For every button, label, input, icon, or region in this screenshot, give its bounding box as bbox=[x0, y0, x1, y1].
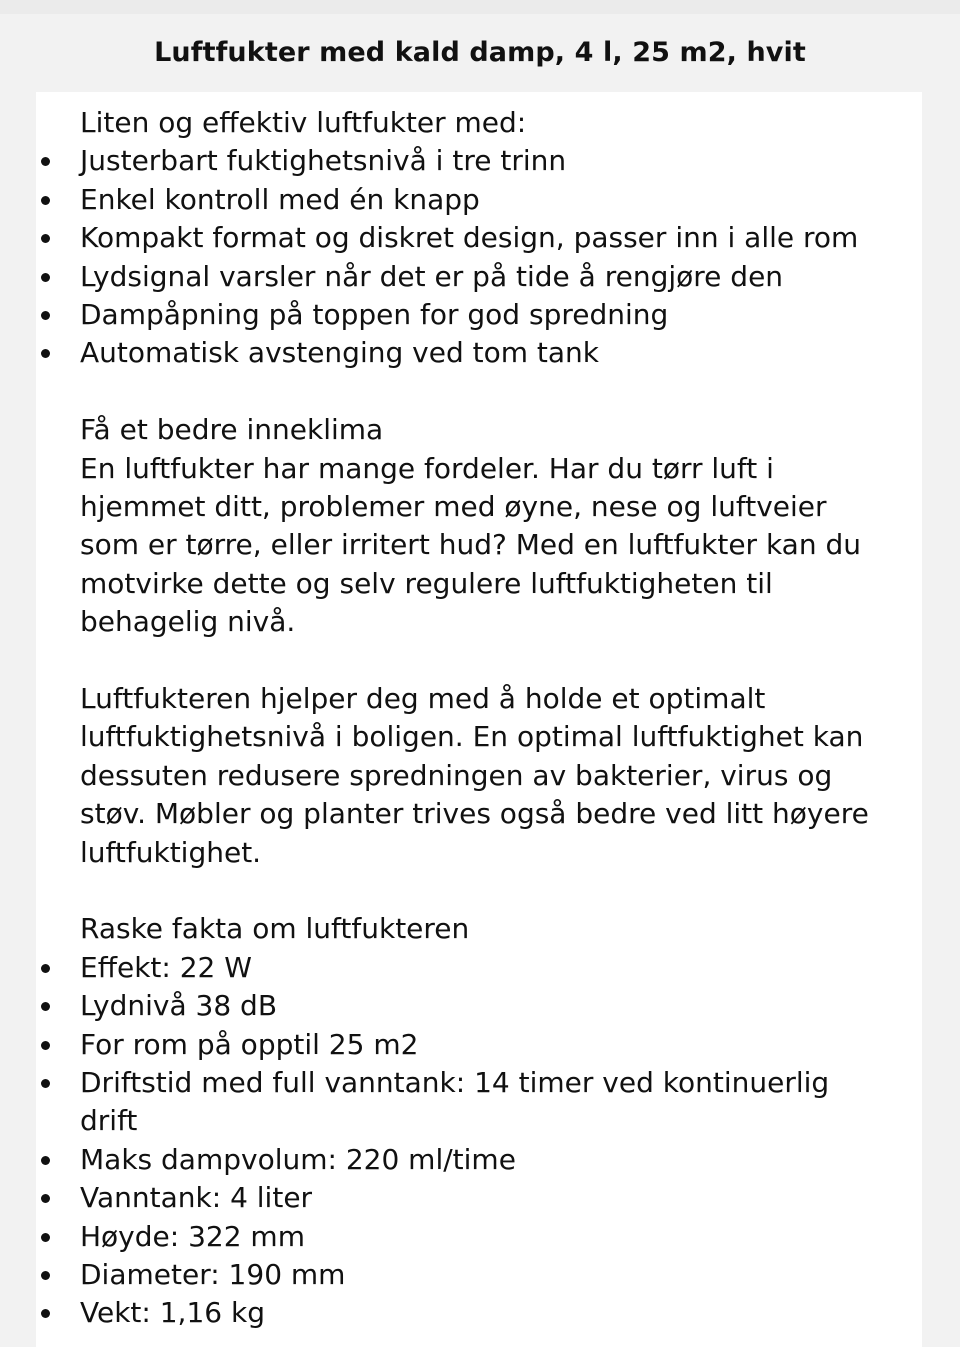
paragraph-line: dessuten redusere spredningen av bakterier, virus og bbox=[80, 758, 833, 792]
section-heading: Få et bedre inneklima bbox=[80, 413, 384, 447]
facts-list bbox=[80, 949, 912, 1333]
feature-item: Justerbart fuktighetsnivå i tre trinn bbox=[80, 142, 912, 180]
fact-item: Diameter: 190 mm bbox=[80, 1256, 912, 1294]
paragraph-line: som er tørre, eller irritert hud? Med en luftfukter kan du bbox=[80, 528, 862, 562]
page-title: Luftfukter med kald damp, 4 l, 25 m2, hvit bbox=[154, 36, 806, 68]
spacer bbox=[80, 642, 912, 680]
page-header bbox=[0, 14, 960, 92]
fact-item: Høyde: 322 mm bbox=[80, 1218, 912, 1256]
fact-item: Vanntank: 4 liter bbox=[80, 1179, 912, 1217]
paragraph-line: motvirke dette og selv regulere luftfuktigheten til bbox=[80, 566, 773, 600]
paragraph-line: En luftfukter har mange fordeler. Har du tørr luft i bbox=[80, 451, 774, 485]
feature-item: Lydsignal varsler når det er på tide å rengjøre den bbox=[80, 258, 912, 296]
feature-list bbox=[80, 142, 912, 372]
paragraph-line: Luftfukteren hjelper deg med å holde et optimalt bbox=[80, 681, 766, 715]
paragraph-line: hjemmet ditt, problemer med øyne, nese og luftveier bbox=[80, 490, 827, 523]
spacer bbox=[80, 373, 912, 411]
fact-item: For rom på opptil 25 m2 bbox=[80, 1026, 912, 1064]
section-paragraph bbox=[80, 450, 912, 642]
fact-item: Driftstid med full vanntank: 14 timer ved kontinuerlig drift bbox=[80, 1064, 840, 1141]
status-strip bbox=[0, 0, 960, 14]
paragraph-line: støv. Møbler og planter trives også bedre ved litt høyere bbox=[80, 797, 869, 831]
feature-item: Dampåpning på toppen for god spredning bbox=[80, 296, 912, 334]
fact-item: Effekt: 22 W bbox=[80, 949, 912, 987]
product-description[interactable] bbox=[36, 92, 922, 1347]
intro-text: Liten og effektiv luftfukter med: bbox=[80, 106, 527, 139]
fact-item: Lydnivå 38 dB bbox=[80, 987, 912, 1025]
paragraph-line: luftfuktighet. bbox=[80, 835, 262, 869]
facts-heading: Raske fakta om luftfukteren bbox=[80, 912, 470, 946]
feature-item: Automatisk avstenging ved tom tank bbox=[80, 334, 912, 372]
paragraph-line: luftfuktighetsnivå i boligen. En optimal luftfuktighet kan bbox=[80, 720, 864, 754]
fact-item: Vekt: 1,16 kg bbox=[80, 1294, 912, 1332]
feature-item: Enkel kontroll med én knapp bbox=[80, 181, 912, 219]
spacer bbox=[80, 872, 912, 910]
feature-item: Kompakt format og diskret design, passer inn i alle rom bbox=[80, 219, 912, 257]
section-paragraph bbox=[80, 680, 912, 872]
paragraph-line: behagelig nivå. bbox=[80, 605, 296, 639]
fact-item: Maks dampvolum: 220 ml/time bbox=[80, 1141, 912, 1179]
